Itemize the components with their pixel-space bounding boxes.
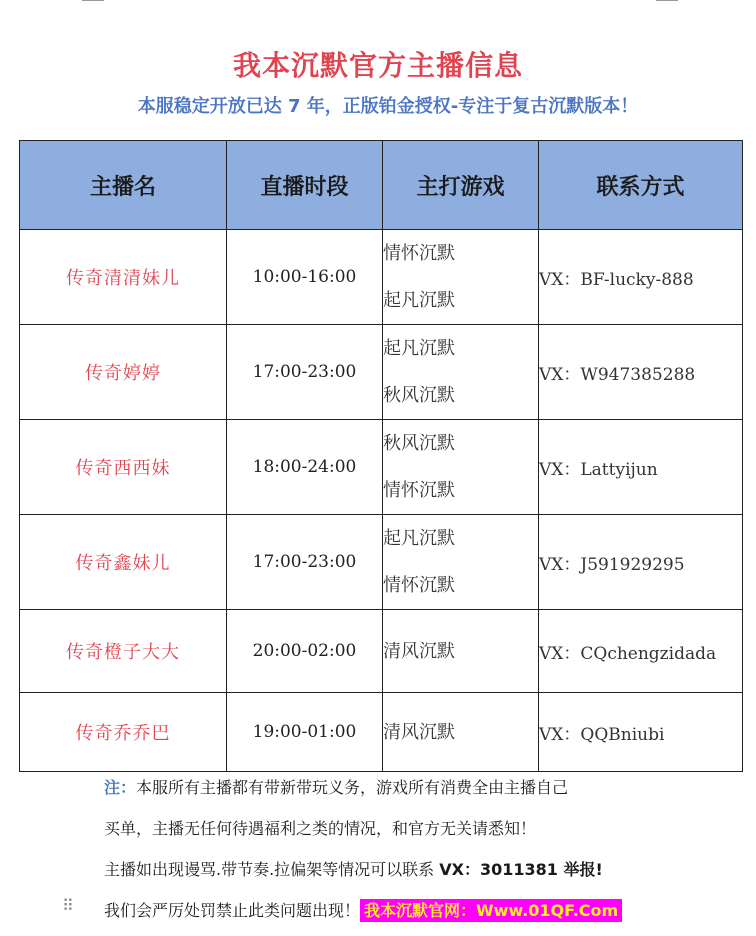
- contact-info: VX：W947385288: [539, 325, 743, 420]
- header-stream-time: 直播时段: [227, 141, 383, 230]
- stream-time: 17:00-23:00: [227, 515, 383, 610]
- game-item: 情怀沉默: [383, 480, 455, 501]
- streamer-name: 传奇乔乔巴: [20, 693, 227, 772]
- stream-time: 20:00-02:00: [227, 610, 383, 693]
- main-games: [383, 515, 539, 610]
- table-row: [20, 420, 743, 515]
- main-games: [383, 693, 539, 772]
- game-item: 起凡沉默: [383, 290, 455, 311]
- contact-info: VX：QQBniubi: [539, 693, 743, 772]
- official-site-highlight: 我本沉默官网：Www.01QF.Com: [360, 899, 622, 922]
- main-games: [383, 325, 539, 420]
- contact-info: VX：J591929295: [539, 515, 743, 610]
- table-row: [20, 230, 743, 325]
- notes-section: [104, 772, 724, 936]
- streamer-name: 传奇西西妹: [20, 420, 227, 515]
- table-row: [20, 515, 743, 610]
- streamer-name: 传奇婷婷: [20, 325, 227, 420]
- streamer-table: [19, 140, 743, 772]
- stream-time: 17:00-23:00: [227, 325, 383, 420]
- game-item: 清风沉默: [383, 640, 455, 662]
- report-contact: VX：3011381 举报!: [439, 860, 603, 879]
- page-title: 我本沉默官方主播信息: [232, 49, 523, 82]
- note-line-4: [104, 895, 724, 936]
- game-item: 秋风沉默: [383, 433, 455, 454]
- header-streamer-name: 主播名: [20, 141, 227, 230]
- game-item: 秋风沉默: [383, 385, 455, 406]
- contact-info: VX：CQchengzidada: [539, 610, 743, 693]
- main-games: [383, 230, 539, 325]
- note-text: 本服所有主播都有带新带玩义务，游戏所有消费全由主播自己: [136, 778, 569, 797]
- stream-time: 10:00-16:00: [227, 230, 383, 325]
- stream-time: 19:00-01:00: [227, 693, 383, 772]
- header-main-game: 主打游戏: [383, 141, 539, 230]
- game-item: 情怀沉默: [383, 575, 455, 596]
- drag-handle-icon[interactable]: ⠿: [62, 896, 74, 915]
- game-item: 起凡沉默: [383, 338, 455, 359]
- stream-time: 18:00-24:00: [227, 420, 383, 515]
- game-item: 清风沉默: [383, 721, 455, 743]
- streamer-name: 传奇橙子大大: [20, 610, 227, 693]
- note-label: 注：: [104, 778, 137, 797]
- page-subtitle: 本服稳定开放已达 7 年，正版铂金授权-专注于复古沉默版本！: [137, 96, 639, 117]
- streamer-name: 传奇清清妹儿: [20, 230, 227, 325]
- game-item: 起凡沉默: [383, 528, 455, 549]
- streamer-name: 传奇鑫妹儿: [20, 515, 227, 610]
- main-games: [383, 420, 539, 515]
- table-row: [20, 610, 743, 693]
- page-corner-mark-right: [656, 0, 678, 1]
- table-row: [20, 693, 743, 772]
- note-text: 主播如出现谩骂.带节奏.拉偏架等情况可以联系: [104, 860, 440, 879]
- table-row: [20, 325, 743, 420]
- note-text: 我们会严厉处罚禁止此类问题出现！: [104, 901, 361, 920]
- note-line-2: 买单，主播无任何待遇福利之类的情况，和官方无关请悉知！: [104, 819, 537, 838]
- page-corner-mark-left: [82, 0, 104, 1]
- note-line-3: [104, 854, 724, 895]
- table-header-row: [20, 141, 743, 230]
- note-line-1: [104, 772, 724, 813]
- contact-info: VX：Lattyijun: [539, 420, 743, 515]
- contact-info: VX：BF-lucky-888: [539, 230, 743, 325]
- header-contact: 联系方式: [539, 141, 743, 230]
- main-games: [383, 610, 539, 693]
- game-item: 情怀沉默: [383, 243, 455, 264]
